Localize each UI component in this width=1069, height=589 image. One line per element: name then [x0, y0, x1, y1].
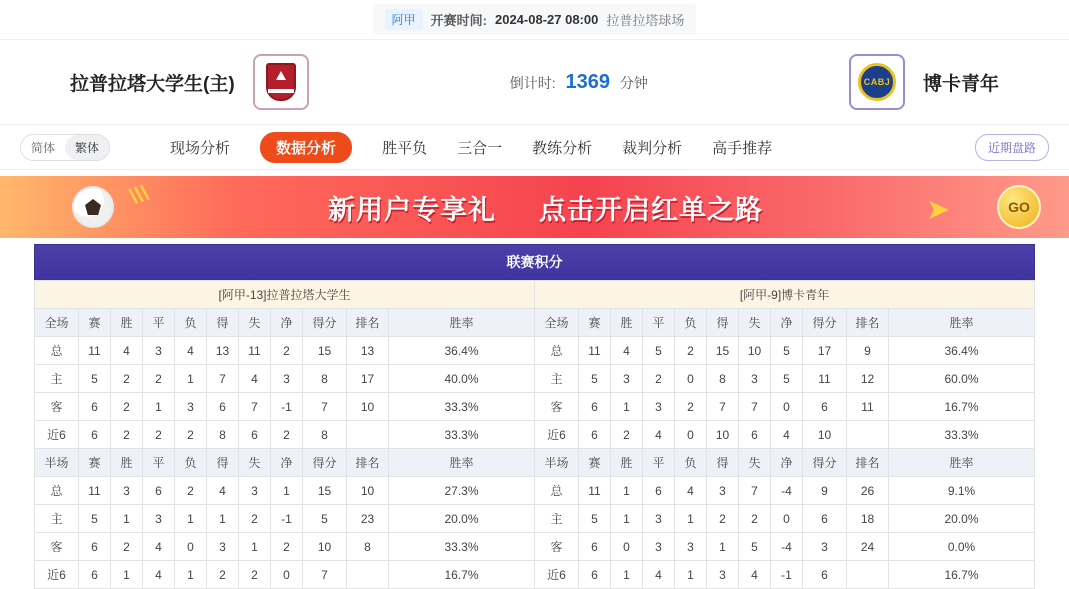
stat-cell: 1 [611, 505, 643, 533]
column-header: 平 [643, 449, 675, 477]
table-row [35, 421, 1035, 449]
stat-cell: 10 [347, 393, 389, 421]
stat-cell: 3 [611, 365, 643, 393]
row-label: 客 [535, 393, 579, 421]
stat-cell: 2 [271, 421, 303, 449]
main-nav [0, 124, 1069, 170]
column-header: 失 [239, 449, 271, 477]
column-header: 净 [271, 309, 303, 337]
column-header: 赛 [579, 449, 611, 477]
stat-cell: 5 [579, 505, 611, 533]
column-header: 全场 [535, 309, 579, 337]
column-header: 全场 [35, 309, 79, 337]
banner-arrow-icon: ➤ [927, 194, 949, 224]
stat-cell: 1 [611, 393, 643, 421]
stat-cell: 20.0% [389, 505, 535, 533]
away-team-crest-icon [849, 54, 905, 110]
row-label: 总 [35, 477, 79, 505]
stat-cell: 4 [643, 421, 675, 449]
stat-cell: 40.0% [389, 365, 535, 393]
stat-cell: 11 [847, 393, 889, 421]
stat-cell: 5 [771, 337, 803, 365]
stat-cell: 2 [643, 365, 675, 393]
table-row [35, 561, 1035, 589]
column-header: 平 [643, 309, 675, 337]
column-header: 净 [771, 309, 803, 337]
stat-cell: 2 [143, 365, 175, 393]
stat-cell: 2 [207, 561, 239, 589]
stat-cell: 1 [707, 533, 739, 561]
stat-cell: 16.7% [389, 561, 535, 589]
column-header: 排名 [847, 449, 889, 477]
stat-cell: 3 [143, 505, 175, 533]
stat-cell: 33.3% [389, 421, 535, 449]
column-header: 净 [771, 449, 803, 477]
column-header: 得 [707, 449, 739, 477]
stat-cell: 10 [739, 337, 771, 365]
stat-cell: 24 [847, 533, 889, 561]
stat-cell: 15 [303, 337, 347, 365]
stat-cell: 0 [675, 421, 707, 449]
column-header: 半场 [35, 449, 79, 477]
stat-cell: 60.0% [889, 365, 1035, 393]
stat-cell: 0 [771, 505, 803, 533]
stat-cell: 1 [143, 393, 175, 421]
stat-cell: 3 [739, 365, 771, 393]
tab-referee-analysis[interactable]: 裁判分析 [622, 139, 683, 157]
stat-cell: 3 [239, 477, 271, 505]
stat-cell: 5 [643, 337, 675, 365]
stat-cell: 11 [239, 337, 271, 365]
stat-cell: 2 [239, 505, 271, 533]
stat-cell: 3 [643, 533, 675, 561]
stat-cell: 8 [347, 533, 389, 561]
match-info-chip [373, 4, 697, 35]
table-row [35, 337, 1035, 365]
stat-cell: -4 [771, 533, 803, 561]
stat-cell: 1 [111, 561, 143, 589]
column-header: 负 [675, 309, 707, 337]
recent-odds-button[interactable]: 近期盘路 [975, 134, 1049, 161]
fulltime-column-header-row [35, 309, 1035, 337]
stat-cell: 1 [675, 505, 707, 533]
column-header: 平 [143, 449, 175, 477]
column-header: 得分 [303, 449, 347, 477]
promo-banner[interactable] [0, 176, 1069, 238]
stat-cell: 11 [79, 477, 111, 505]
stat-cell: 15 [707, 337, 739, 365]
stat-cell: 1 [239, 533, 271, 561]
column-header: 排名 [847, 309, 889, 337]
column-header: 胜 [611, 309, 643, 337]
stat-cell: 9 [803, 477, 847, 505]
stat-cell: 8 [303, 365, 347, 393]
column-header: 排名 [347, 449, 389, 477]
column-header: 胜 [111, 449, 143, 477]
language-toggle[interactable] [20, 134, 110, 161]
stat-cell: 8 [707, 365, 739, 393]
table-title: 联赛积分 [34, 244, 1035, 280]
stat-cell: 7 [707, 393, 739, 421]
stat-cell: 3 [643, 393, 675, 421]
column-header: 负 [175, 309, 207, 337]
countdown-value: 1369 [565, 70, 611, 93]
column-header: 失 [239, 309, 271, 337]
stat-cell: 26 [847, 477, 889, 505]
stat-cell [847, 421, 889, 449]
stat-cell: 17 [803, 337, 847, 365]
stat-cell: 7 [303, 561, 347, 589]
stat-cell: 5 [303, 505, 347, 533]
countdown-block [309, 71, 849, 94]
soccer-ball-icon [72, 186, 114, 228]
stat-cell: 7 [739, 393, 771, 421]
stat-cell: 4 [739, 561, 771, 589]
column-header: 赛 [79, 309, 111, 337]
stat-cell: 4 [239, 365, 271, 393]
column-header: 胜率 [389, 449, 535, 477]
stat-cell: 5 [79, 365, 111, 393]
column-header: 胜 [611, 449, 643, 477]
stat-cell: 1 [271, 477, 303, 505]
stat-cell: 2 [271, 337, 303, 365]
column-header: 得分 [303, 309, 347, 337]
stat-cell: 3 [111, 477, 143, 505]
stat-cell: 5 [771, 365, 803, 393]
column-header: 负 [175, 449, 207, 477]
stat-cell: 12 [847, 365, 889, 393]
tab-coach-analysis[interactable]: 教练分析 [532, 139, 593, 157]
stat-cell: 1 [111, 505, 143, 533]
column-header: 失 [739, 309, 771, 337]
column-header: 赛 [79, 449, 111, 477]
column-header: 得 [707, 309, 739, 337]
stat-cell: 10 [303, 533, 347, 561]
banner-text [94, 188, 997, 227]
stat-cell: 6 [79, 533, 111, 561]
stat-cell: 6 [803, 505, 847, 533]
teams-header [0, 40, 1069, 124]
home-team-table-header: [阿甲-13]拉普拉塔大学生 [35, 281, 535, 309]
stat-cell: 6 [803, 561, 847, 589]
column-header: 得 [207, 449, 239, 477]
stat-cell: 10 [707, 421, 739, 449]
stat-cell: 8 [207, 421, 239, 449]
stat-cell: 4 [143, 561, 175, 589]
tab-data-analysis[interactable]: 数据分析 [260, 132, 352, 163]
venue-name: 拉普拉塔球场 [606, 13, 685, 28]
row-label: 近6 [535, 561, 579, 589]
stat-cell: 2 [611, 421, 643, 449]
nav-items [170, 132, 772, 163]
tab-win-draw-lose[interactable]: 胜平负 [382, 139, 428, 157]
tab-live-analysis[interactable]: 现场分析 [170, 139, 231, 157]
banner-text-left: 新用户专享礼 [327, 194, 496, 225]
stat-cell [847, 561, 889, 589]
stat-cell: 6 [579, 393, 611, 421]
halftime-column-header-row [35, 449, 1035, 477]
countdown-unit: 分钟 [619, 74, 648, 91]
league-standings-section [0, 238, 1069, 589]
stat-cell: 7 [739, 477, 771, 505]
home-team-crest-icon [253, 54, 309, 110]
kickoff-label: 开赛时间: [430, 13, 487, 28]
row-label: 客 [535, 533, 579, 561]
stat-cell: 4 [675, 477, 707, 505]
column-header: 得分 [803, 309, 847, 337]
stat-cell: 2 [675, 393, 707, 421]
stat-cell: 3 [207, 533, 239, 561]
away-team-block [849, 54, 999, 110]
table-row [35, 365, 1035, 393]
away-team-name: 博卡青年 [922, 73, 999, 95]
stat-cell: 11 [579, 477, 611, 505]
stat-cell: 16.7% [889, 393, 1035, 421]
stat-cell: 5 [79, 505, 111, 533]
stat-cell: 6 [579, 421, 611, 449]
stat-cell: 7 [239, 393, 271, 421]
stat-cell: 11 [79, 337, 111, 365]
stat-cell: 13 [207, 337, 239, 365]
stat-cell: 2 [175, 421, 207, 449]
stat-cell: 5 [579, 365, 611, 393]
league-tag: 阿甲 [385, 9, 423, 30]
stat-cell: 33.3% [889, 421, 1035, 449]
stat-cell: 1 [611, 561, 643, 589]
stat-cell: 2 [675, 337, 707, 365]
stat-cell: 0 [175, 533, 207, 561]
stat-cell: 2 [175, 477, 207, 505]
stat-cell: 3 [643, 505, 675, 533]
stat-cell: 6 [207, 393, 239, 421]
row-label: 主 [35, 505, 79, 533]
row-label: 近6 [535, 421, 579, 449]
column-header: 胜率 [889, 449, 1035, 477]
row-label: 主 [35, 365, 79, 393]
banner-go-button[interactable]: GO [997, 185, 1041, 229]
home-team-name: 拉普拉塔大学生(主) [70, 73, 235, 95]
column-header: 净 [271, 449, 303, 477]
top-match-bar [0, 0, 1069, 40]
stat-cell: 1 [207, 505, 239, 533]
stat-cell: 6 [79, 393, 111, 421]
stat-cell: 10 [347, 477, 389, 505]
stat-cell: 2 [111, 365, 143, 393]
stat-cell: 18 [847, 505, 889, 533]
stat-cell: 8 [303, 421, 347, 449]
stat-cell: 3 [175, 393, 207, 421]
countdown-label: 倒计时: [509, 74, 556, 91]
stat-cell: -1 [271, 505, 303, 533]
stat-cell: 0 [611, 533, 643, 561]
stat-cell: 6 [79, 421, 111, 449]
stat-cell: 11 [579, 337, 611, 365]
stat-cell: 15 [303, 477, 347, 505]
stat-cell: 6 [143, 477, 175, 505]
stat-cell [347, 421, 389, 449]
stat-cell: 20.0% [889, 505, 1035, 533]
stat-cell: 4 [611, 337, 643, 365]
column-header: 胜率 [389, 309, 535, 337]
row-label: 客 [35, 393, 79, 421]
away-team-table-header: [阿甲-9]博卡青年 [535, 281, 1035, 309]
stat-cell: 3 [271, 365, 303, 393]
standings-table-body [35, 281, 1035, 589]
table-row [35, 393, 1035, 421]
stat-cell: 3 [707, 561, 739, 589]
column-header: 赛 [579, 309, 611, 337]
stat-cell: 7 [207, 365, 239, 393]
stat-cell: 4 [175, 337, 207, 365]
stat-cell: 6 [239, 421, 271, 449]
stat-cell: 1 [175, 505, 207, 533]
stat-cell: 36.4% [889, 337, 1035, 365]
row-label: 总 [35, 337, 79, 365]
stat-cell: 6 [739, 421, 771, 449]
stat-cell: 0 [771, 393, 803, 421]
stat-cell: 6 [79, 561, 111, 589]
stat-cell: 1 [175, 365, 207, 393]
lang-simplified-option[interactable]: 简体 [21, 135, 65, 160]
stat-cell: 1 [675, 561, 707, 589]
stat-cell: 2 [271, 533, 303, 561]
stat-cell: 1 [611, 477, 643, 505]
banner-spark-icon: \\\ [126, 179, 152, 210]
stat-cell: 4 [643, 561, 675, 589]
column-header: 胜 [111, 309, 143, 337]
stat-cell: 1 [175, 561, 207, 589]
tab-three-in-one[interactable]: 三合一 [457, 139, 503, 157]
stat-cell: -4 [771, 477, 803, 505]
stat-cell: 2 [143, 421, 175, 449]
row-label: 总 [535, 337, 579, 365]
column-header: 失 [739, 449, 771, 477]
stat-cell: 33.3% [389, 393, 535, 421]
stat-cell: 9 [847, 337, 889, 365]
stat-cell: 23 [347, 505, 389, 533]
row-label: 客 [35, 533, 79, 561]
stat-cell: 4 [207, 477, 239, 505]
row-label: 近6 [35, 421, 79, 449]
stat-cell: 2 [111, 421, 143, 449]
stat-cell: 2 [111, 533, 143, 561]
stat-cell: -1 [771, 561, 803, 589]
stat-cell: 0.0% [889, 533, 1035, 561]
standings-table [34, 280, 1035, 589]
stat-cell [347, 561, 389, 589]
home-team-block [70, 54, 309, 110]
stat-cell: 0 [675, 365, 707, 393]
stat-cell: 27.3% [389, 477, 535, 505]
stat-cell: 2 [111, 393, 143, 421]
team-header-row [35, 281, 1035, 309]
stat-cell: 6 [803, 393, 847, 421]
stat-cell: 10 [803, 421, 847, 449]
column-header: 负 [675, 449, 707, 477]
table-row [35, 533, 1035, 561]
stat-cell: 7 [303, 393, 347, 421]
column-header: 胜率 [889, 309, 1035, 337]
row-label: 总 [535, 477, 579, 505]
stat-cell: 2 [239, 561, 271, 589]
stat-cell: 2 [739, 505, 771, 533]
stat-cell: 4 [771, 421, 803, 449]
column-header: 半场 [535, 449, 579, 477]
lang-traditional-option[interactable]: 繁体 [65, 135, 109, 160]
column-header: 得分 [803, 449, 847, 477]
column-header: 平 [143, 309, 175, 337]
row-label: 主 [535, 505, 579, 533]
stat-cell: 3 [803, 533, 847, 561]
tab-expert-picks[interactable]: 高手推荐 [712, 139, 773, 157]
stat-cell: 13 [347, 337, 389, 365]
stat-cell: 6 [643, 477, 675, 505]
stat-cell: 2 [707, 505, 739, 533]
stat-cell: 3 [707, 477, 739, 505]
away-crest-text: CABJ [858, 63, 896, 101]
stat-cell: 11 [803, 365, 847, 393]
row-label: 近6 [35, 561, 79, 589]
stat-cell: 5 [739, 533, 771, 561]
banner-text-right: 点击开启红单之路 [539, 194, 764, 225]
stat-cell: 36.4% [389, 337, 535, 365]
stat-cell: -1 [271, 393, 303, 421]
stat-cell: 6 [579, 561, 611, 589]
column-header: 排名 [347, 309, 389, 337]
stat-cell: 4 [143, 533, 175, 561]
stat-cell: 4 [111, 337, 143, 365]
stat-cell: 0 [271, 561, 303, 589]
stat-cell: 3 [143, 337, 175, 365]
stat-cell: 9.1% [889, 477, 1035, 505]
stat-cell: 17 [347, 365, 389, 393]
table-row [35, 477, 1035, 505]
stat-cell: 16.7% [889, 561, 1035, 589]
stat-cell: 6 [579, 533, 611, 561]
row-label: 主 [535, 365, 579, 393]
stat-cell: 3 [675, 533, 707, 561]
table-row [35, 505, 1035, 533]
stat-cell: 33.3% [389, 533, 535, 561]
column-header: 得 [207, 309, 239, 337]
kickoff-time: 2024-08-27 08:00 [494, 12, 599, 27]
